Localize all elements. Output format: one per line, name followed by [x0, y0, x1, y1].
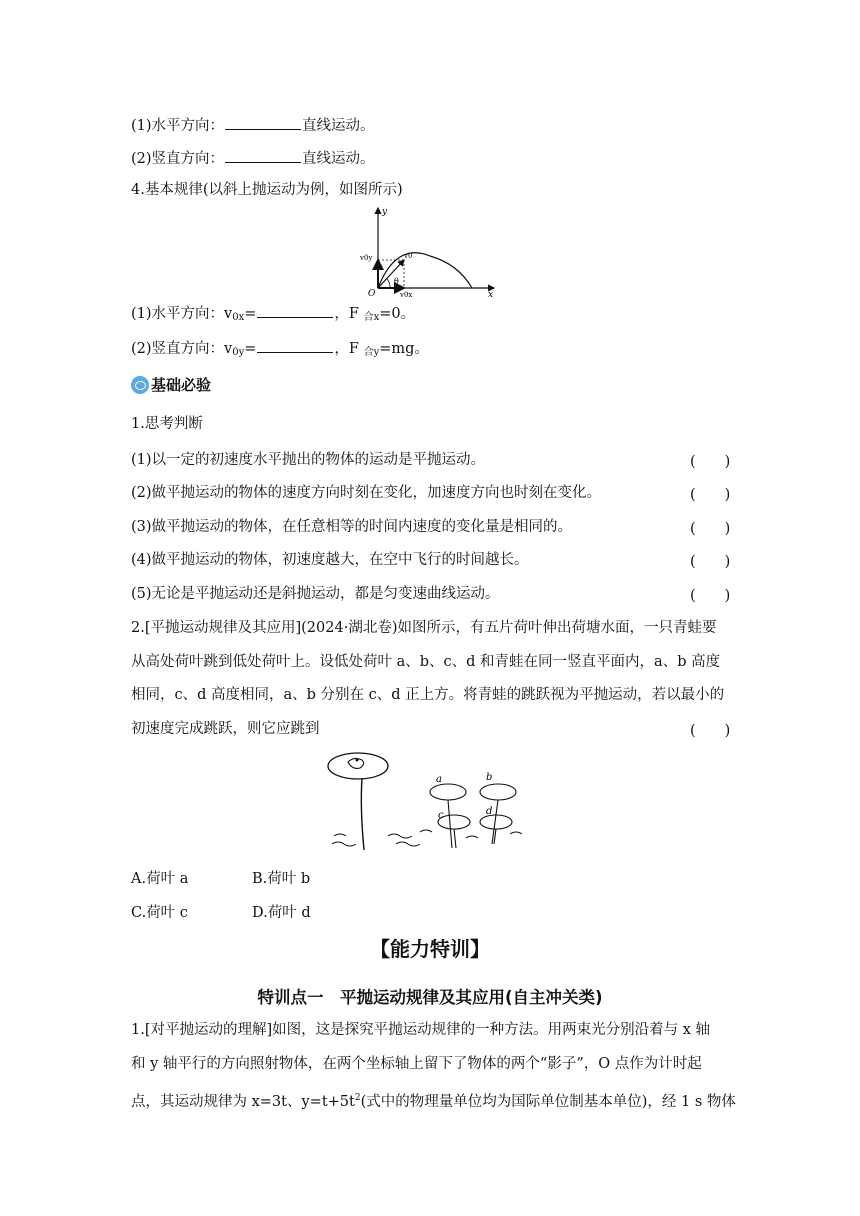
high-stem [361, 778, 364, 850]
leaf-a [430, 784, 466, 800]
projectile-figure [360, 202, 500, 298]
judgement-item-5: (5)无论是平抛运动还是斜抛运动，都是匀变速曲线运动。 [131, 586, 500, 602]
answer-blank[interactable] [225, 114, 301, 130]
judgement-item-3: (3)做平抛运动的物体，在任意相等的时间内速度的变化量是相同的。 [131, 519, 573, 535]
label-c: c [438, 810, 444, 821]
label-a: a [436, 774, 442, 785]
label-v0: v0 [404, 252, 413, 260]
label-theta: θ [394, 277, 399, 286]
judgement-item-2: (2)做平抛运动的物体的速度方向时刻在变化，加速度方向也时刻在变化。 [131, 485, 602, 501]
section-subtitle: 特训点一 平抛运动规律及其应用(自主冲关类) [257, 988, 603, 1007]
option-b[interactable]: B.荷叶 b [252, 871, 311, 887]
option-a[interactable]: A.荷叶 a [131, 871, 189, 887]
nengli-q1-line-2: 和 y 轴平行的方向照射物体，在两个坐标轴上留下了物体的两个“影子”，O 点作为计时起 [131, 1056, 702, 1072]
answer-blank[interactable] [257, 302, 333, 318]
section-badge-icon [131, 376, 149, 394]
label-v0x: v0x [400, 291, 413, 298]
label-v0y: v0y [360, 254, 373, 262]
nengli-q1-line-1: 1.[对平抛运动的理解]如图，这是探究平抛运动规律的一种方法。用两束光分别沿着与 x 轴 [131, 1022, 711, 1038]
answer-paren[interactable]: ( ) [690, 521, 731, 537]
section-title-nengli: 【能力特训】 [370, 937, 490, 961]
formula-line-1: (1)水平方向：$v_{0x}=$ ，F $_{合x}$=0。 [131, 302, 415, 328]
q2-line-4: 初速度完成跳跃，则它应跳到 [131, 721, 320, 737]
q2-line-2: 从高处荷叶跳到低处荷叶上。设低处荷叶 a、b、c、d 和青蛙在同一竖直平面内，a、b 高度 [131, 654, 721, 670]
answer-paren[interactable]: ( ) [690, 554, 731, 570]
option-d[interactable]: D.荷叶 d [252, 905, 311, 921]
leaf-b [480, 784, 516, 800]
q2-line-3: 相同，c、d 高度相同，a、b 分别在 c、d 正上方。将青蛙的跳跃视为平抛运动，若以最小的 [131, 687, 725, 703]
high-leaf [328, 753, 388, 779]
theta-arc [387, 279, 390, 288]
label-b: b [486, 772, 493, 783]
option-c[interactable]: C.荷叶 c [131, 905, 188, 921]
rule-heading: 4.基本规律(以斜上抛运动为例，如图所示) [131, 182, 403, 198]
label-origin: O [368, 289, 376, 298]
q2-line-1: 2.[平抛运动规律及其应用](2024·湖北卷)如图所示，有五片荷叶伸出荷塘水面，一只青蛙要 [131, 620, 717, 636]
nengli-q1-line-3: 点，其运动规律为 x=3t、$y=t+5t^2$(式中的物理量单位均为国际单位制基本单位)，经 1 s 物体 [131, 1093, 736, 1110]
answer-paren[interactable]: ( ) [690, 487, 731, 503]
judgement-item-4: (4)做平抛运动的物体，初速度越大，在空中飞行的时间越长。 [131, 552, 529, 568]
label-x: x [488, 290, 494, 298]
answer-paren[interactable]: ( ) [690, 454, 731, 470]
answer-blank[interactable] [257, 337, 333, 353]
answer-paren[interactable]: ( ) [690, 723, 731, 739]
judgement-item-1: (1)以一定的初速度水平抛出的物体的运动是平抛运动。 [131, 452, 486, 468]
answer-paren[interactable]: ( ) [690, 588, 731, 604]
label-d: d [486, 806, 493, 817]
answer-blank[interactable] [225, 147, 301, 163]
intro-line-1: (1)水平方向： 直线运动。 [131, 114, 375, 136]
formula-line-2: (2)竖直方向：$v_{0y}=$ ，F $_{合y}$=mg。 [131, 337, 429, 363]
section-heading-jichu: 基础必验 [131, 374, 211, 395]
intro-line-2: (2)竖直方向： 直线运动。 [131, 147, 375, 169]
label-y: y [382, 207, 388, 217]
trajectory-curve [378, 253, 472, 288]
frog-eye [356, 759, 359, 762]
lotus-frog-figure [326, 748, 536, 858]
q1-title: 1.思考判断 [131, 416, 203, 432]
